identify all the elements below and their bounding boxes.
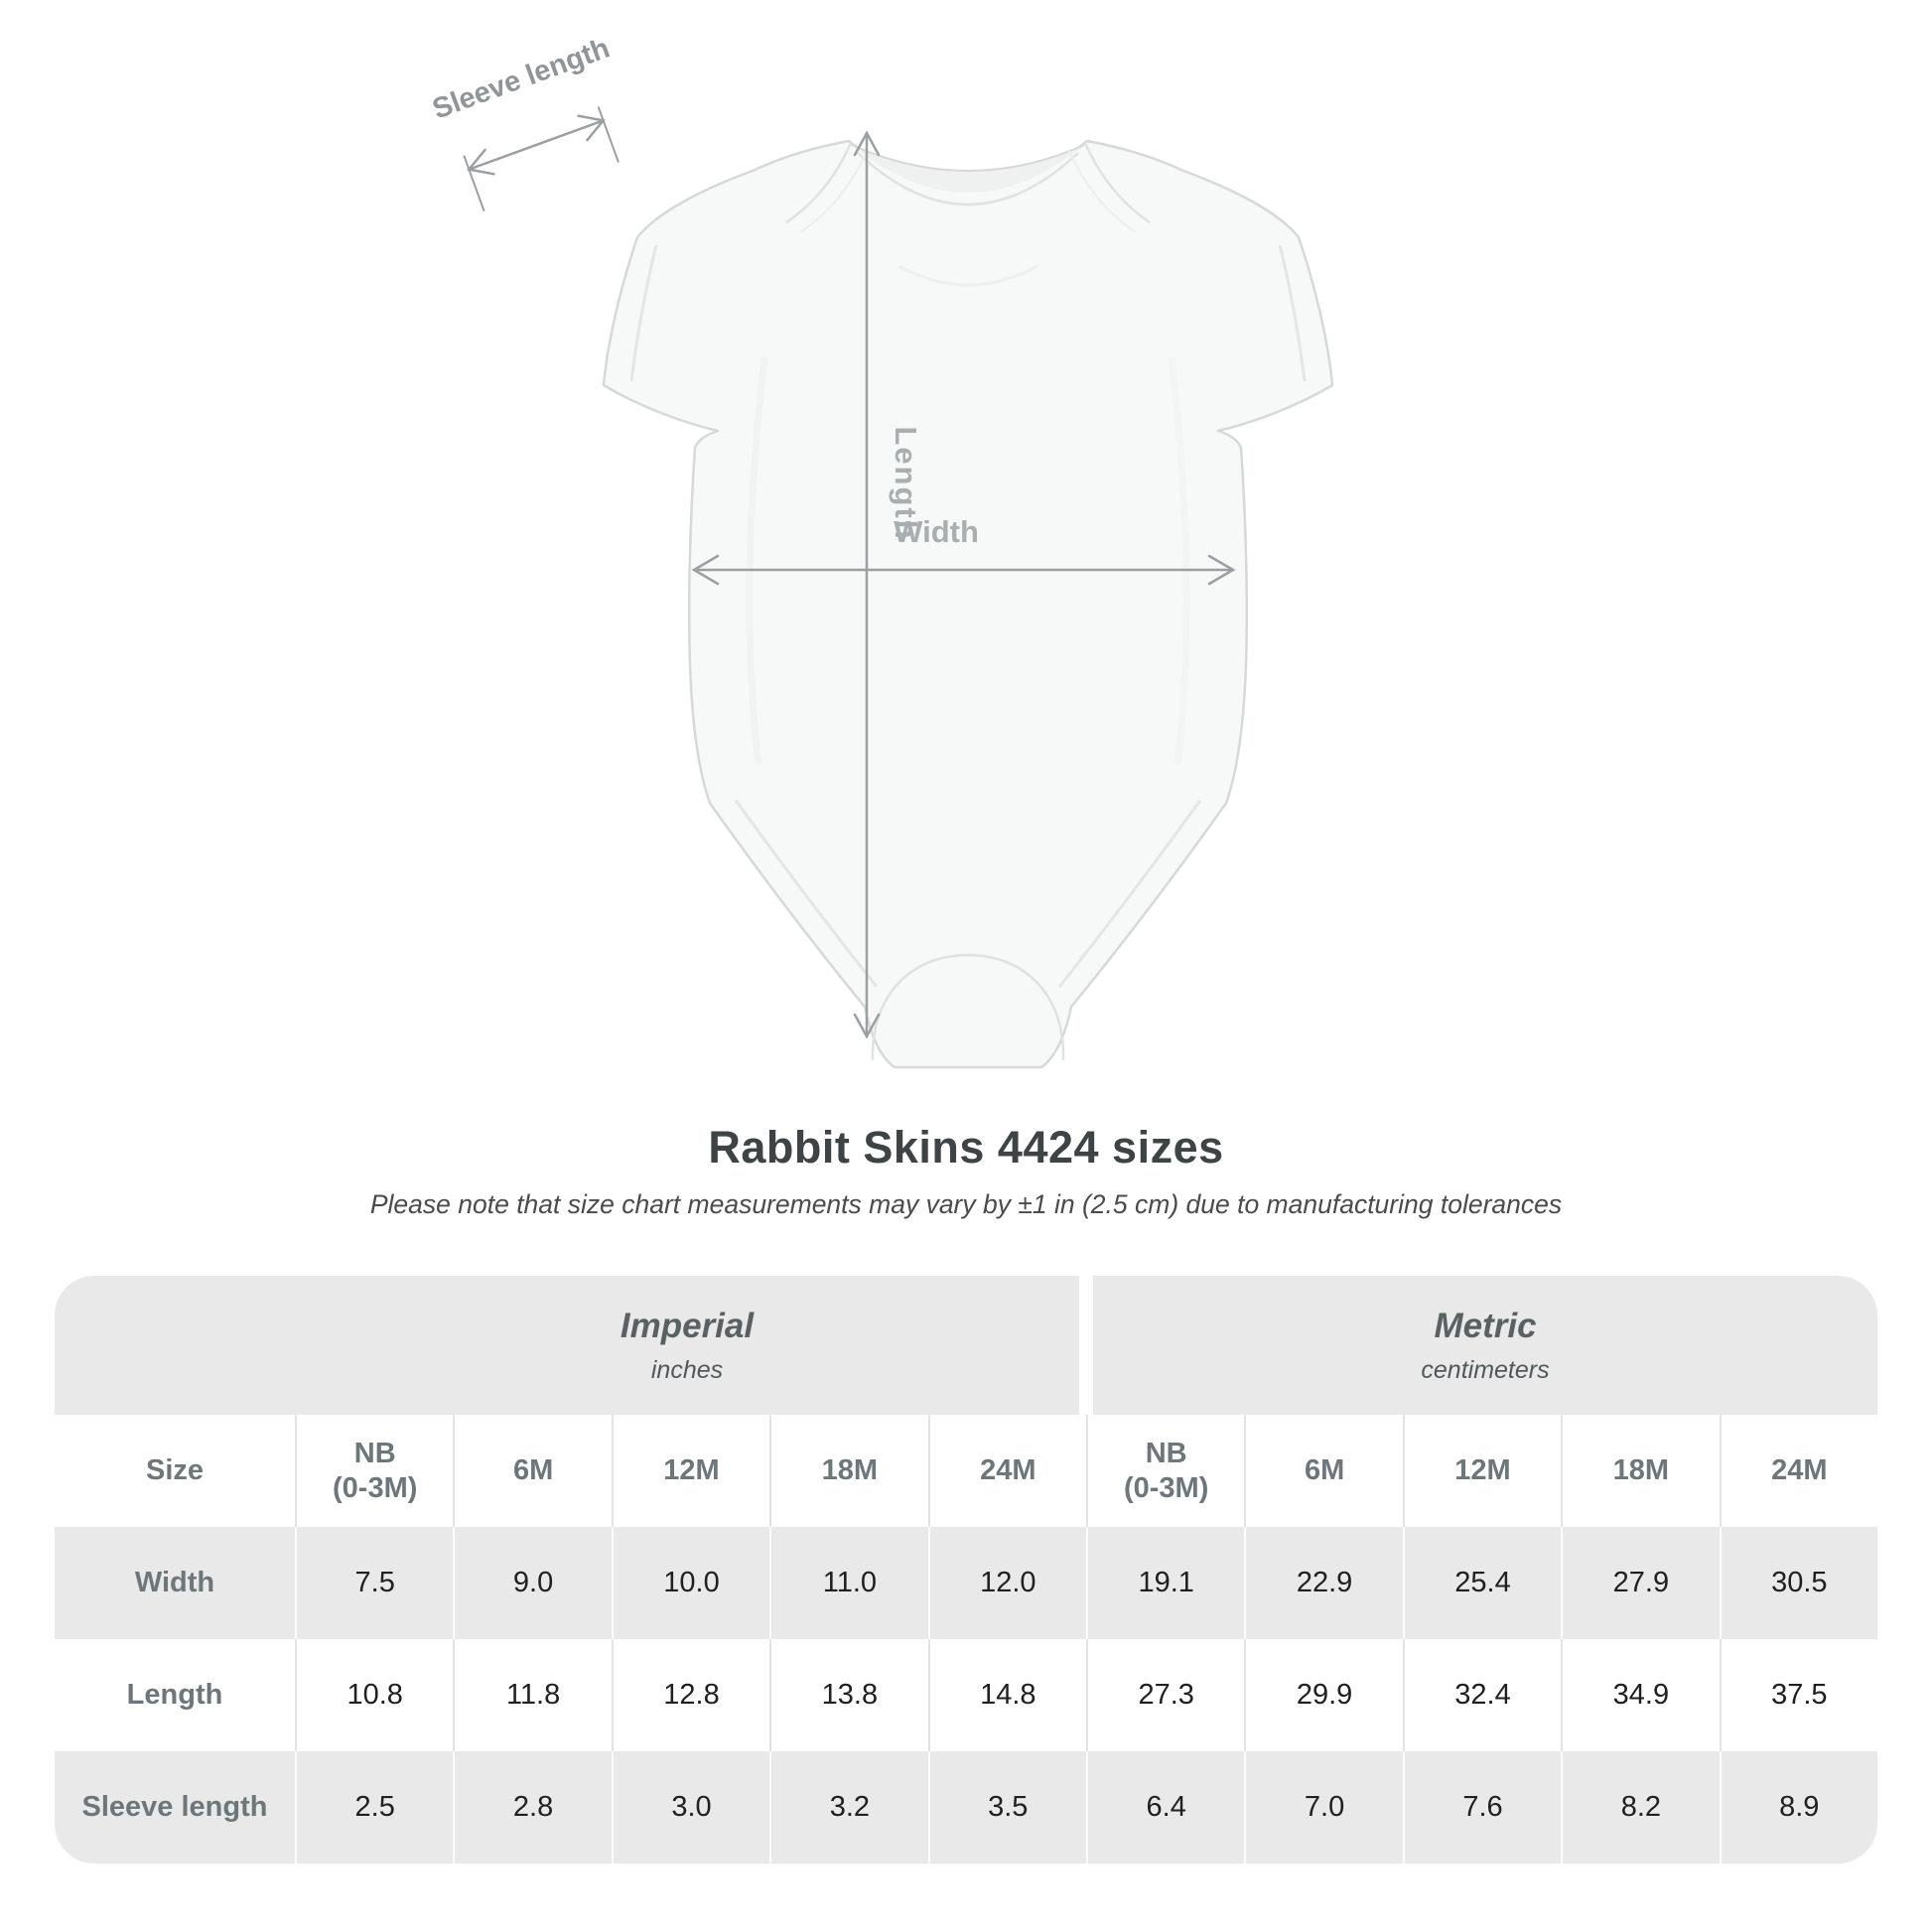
table-cell: 10.0 [612,1527,769,1639]
imperial-group-unit: inches [650,1355,724,1384]
imperial-group-header [55,1276,1079,1415]
table-row-sleeve-length [55,1751,1877,1863]
size-chart-table [55,1276,1877,1863]
column-header: 6M [453,1415,611,1527]
table-cell: 12.8 [612,1639,769,1751]
table-cell: 34.9 [1561,1639,1719,1751]
metric-group-name: Metric [1434,1306,1537,1345]
table-cell: 3.2 [769,1751,927,1863]
column-header: 24M [928,1415,1086,1527]
table-cell: 8.9 [1720,1751,1877,1863]
metric-group-unit: centimeters [1421,1355,1550,1384]
size-header-row [55,1415,1877,1527]
band-divider [1079,1276,1093,1415]
table-cell: 19.1 [1086,1527,1244,1639]
column-header: NB (0-3M) [1086,1415,1244,1527]
table-cell: 7.6 [1403,1751,1561,1863]
column-header: 12M [1403,1415,1561,1527]
table-cell: 27.9 [1561,1527,1719,1639]
table-cell: 32.4 [1403,1639,1561,1751]
column-header: 18M [769,1415,927,1527]
column-header: 18M [1561,1415,1719,1527]
table-cell: 11.8 [453,1639,611,1751]
table-cell: 22.9 [1244,1527,1402,1639]
bodysuit-shape [604,141,1332,1067]
metric-group-header [1093,1276,1877,1415]
imperial-group-name: Imperial [620,1306,755,1345]
table-cell: 14.8 [928,1639,1086,1751]
length-label: Length [889,426,923,541]
column-header: 12M [612,1415,769,1527]
table-cell: 7.0 [1244,1751,1402,1863]
column-header: 24M [1720,1415,1877,1527]
table-cell: 3.5 [928,1751,1086,1863]
table-cell: 10.8 [295,1639,453,1751]
sleeve-length-label: Sleeve length [428,32,615,126]
table-cell: 6.4 [1086,1751,1244,1863]
table-row-width [55,1527,1877,1639]
table-cell: 12.0 [928,1527,1086,1639]
unit-group-band [55,1276,1877,1415]
table-cell: 37.5 [1720,1639,1877,1751]
page-title: Rabbit Skins 4424 sizes [708,1122,1224,1173]
table-cell: 11.0 [769,1527,927,1639]
table-cell: 25.4 [1403,1527,1561,1639]
row-label: Width [134,1567,215,1598]
table-cell: 13.8 [769,1639,927,1751]
table-cell: 3.0 [612,1751,769,1863]
width-label: Width [894,514,979,549]
row-label: Length [126,1679,223,1711]
table-rows [55,1415,1877,1863]
column-header: 6M [1244,1415,1402,1527]
table-cell: 27.3 [1086,1639,1244,1751]
table-row-length [55,1639,1877,1751]
table-cell: 2.5 [295,1751,453,1863]
table-cell: 2.8 [453,1751,611,1863]
row-label: Sleeve length [81,1791,268,1823]
size-header-label: Size [145,1454,205,1487]
table-cell: 9.0 [453,1527,611,1639]
table-cell: 8.2 [1561,1751,1719,1863]
column-header: NB (0-3M) [295,1415,453,1527]
table-cell: 7.5 [295,1527,453,1639]
table-cell: 30.5 [1720,1527,1877,1639]
sleeve-length-dimension-arrow [465,107,619,210]
table-cell: 29.9 [1244,1639,1402,1751]
tolerance-note: Please note that size chart measurements may vary by ±1 in (2.5 cm) due to manufacturing tolerances [369,1189,1563,1219]
